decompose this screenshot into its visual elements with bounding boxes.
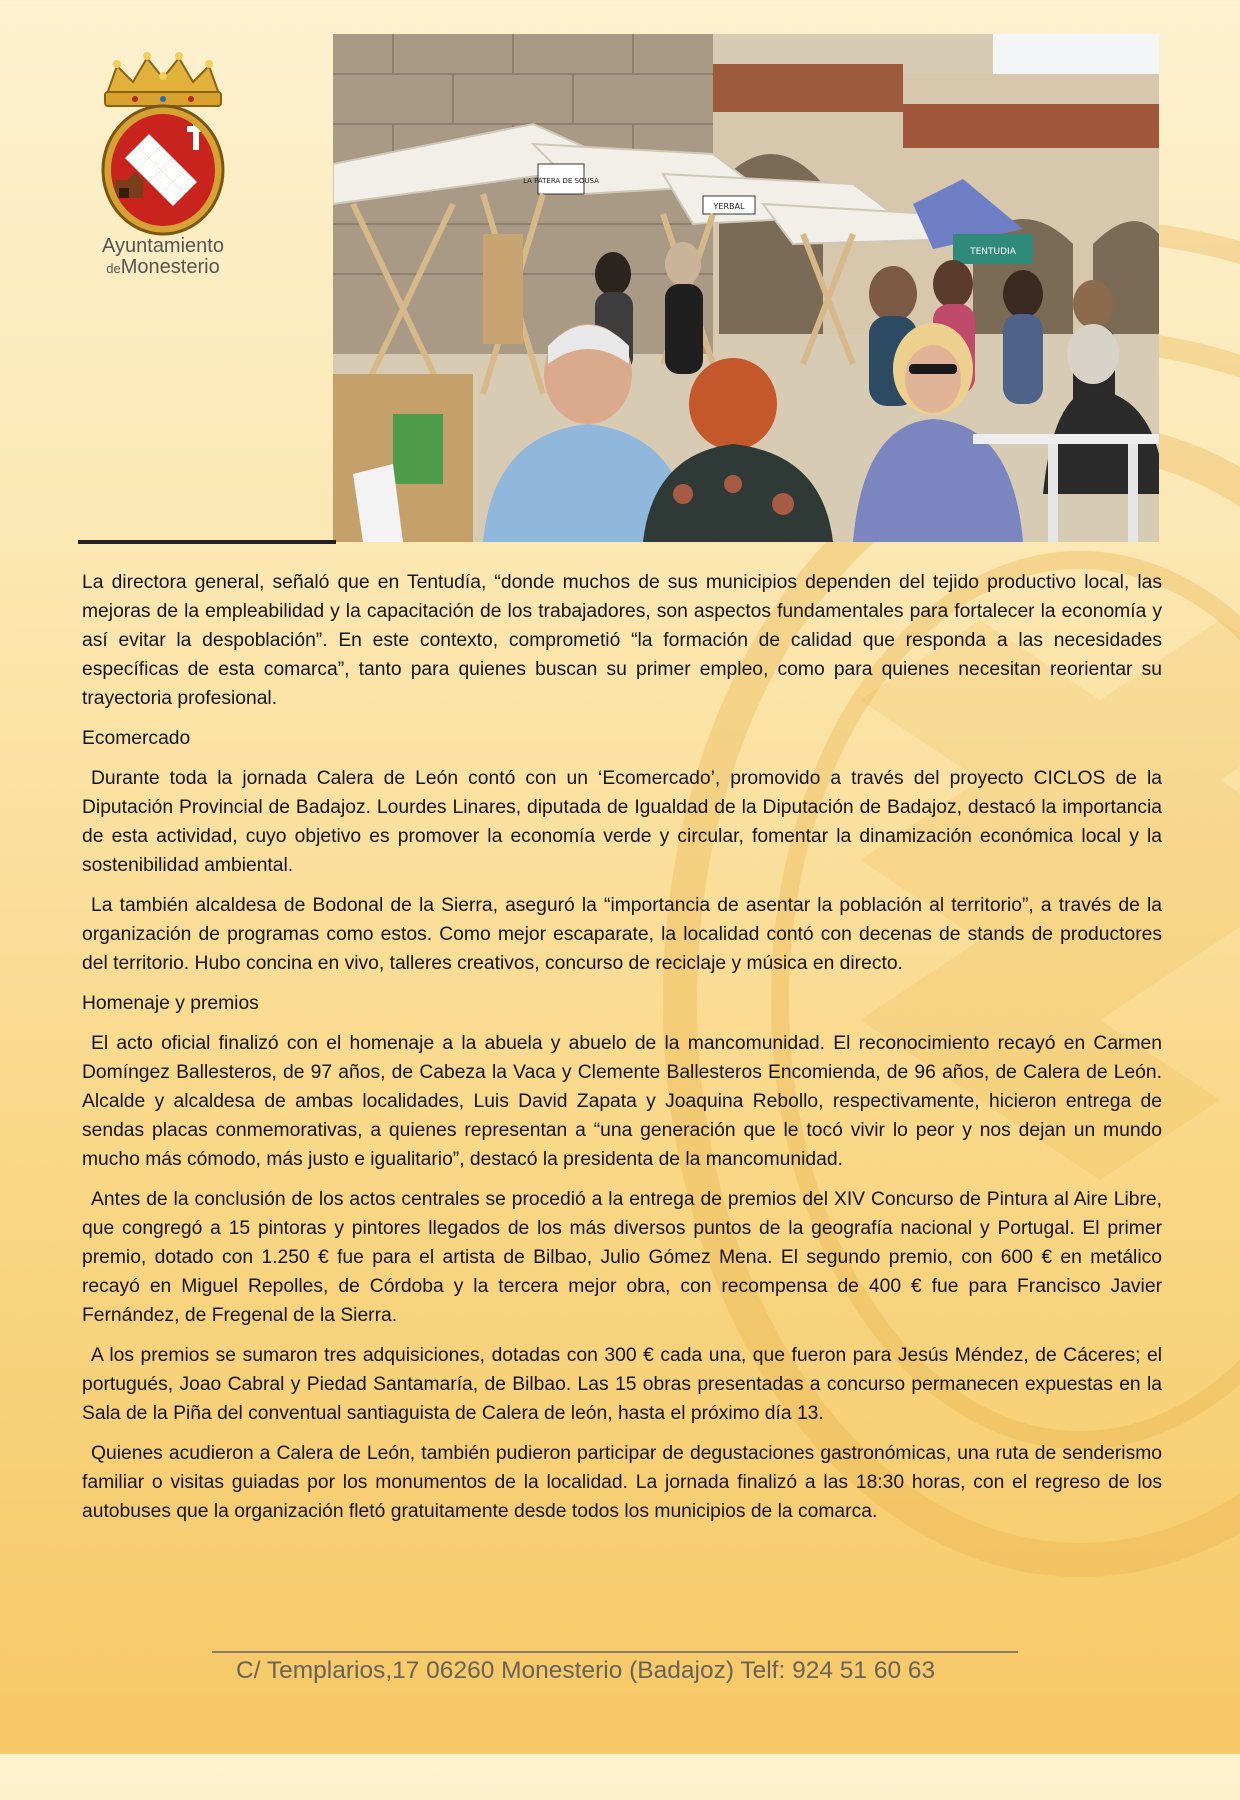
article-paragraph-6: A los premios se sumaron tres adquisiciones, dotadas con 300 € cada una, que fueron para Jesús Méndez, de Cáceres; el portugués, Joao Cabral y Piedad Santamaría, de Bilbao. Las 15 obras presentadas a concurso permanecen expuestas en la Sala de la Piña del conventual santiaguista de Calera de león, hasta el próximo día 13. bbox=[82, 1345, 1162, 1424]
separator-rule bbox=[78, 540, 336, 544]
coat-of-arms-icon bbox=[95, 48, 231, 236]
market-photo-illustration bbox=[333, 34, 1159, 542]
article-paragraph-2: Durante toda la jornada Calera de León contó con un ‘Ecomercado’, promovido a través del proyecto CICLOS de la Diputación Provincial de Badajoz. Lourdes Linares, diputada de Igualdad de la Diputación de Badajoz, destacó la importancia de esta actividad, cuyo objetivo es promover la economía verde y circular, fomentar la dinamización económica local y la sostenibilidad ambiental. bbox=[82, 768, 1162, 876]
footer-divider bbox=[212, 1651, 1018, 1653]
crown-icon bbox=[105, 52, 221, 106]
article-paragraph-1: La directora general, señaló que en Tentudía, “donde muchos de sus municipios dependen del tejido productivo local, las mejoras de la empleabilidad y la capacitación de los trabajadores, son aspectos fundamentales para fortalecer la economía y así evitar la despoblación”. En este contexto, comprometió “la formación de calidad que responda a las necesidades específicas de esta comarca”, tanto para quienes buscan su primer empleo, como para quienes necesitan reorientar su trayectoria profesional. bbox=[82, 572, 1162, 709]
section-heading-ecomercado: Ecomercado bbox=[82, 728, 191, 749]
sign-patera: LA PATERA DE SOUSA bbox=[523, 177, 599, 185]
logo-line-de: de bbox=[106, 261, 121, 276]
sign-tentudia: TENTUDIA bbox=[970, 247, 1016, 257]
article-paragraph-3: La también alcaldesa de Bodonal de la Sierra, aseguró la “importancia de asentar la población al territorio”, a través de la organización de programas como estos. Como mejor escaparate, la localidad contó con decenas de stands de productores del territorio. Hubo concina en vivo, talleres creativos, concurso de reciclaje y música en directo. bbox=[82, 895, 1162, 974]
footer-address: C/ Templarios,17 06260 Monesterio (Badajoz) Telf: 924 51 60 63 bbox=[236, 1657, 936, 1684]
section-heading-homenaje: Homenaje y premios bbox=[82, 993, 259, 1014]
article-paragraph-5: Antes de la conclusión de los actos centrales se procedió a la entrega de premios del XIV Concurso de Pintura al Aire Libre, que congregó a 15 pintoras y pintores llegados de los más diversos puntos de la geografía nacional y Portugal. El primer premio, dotado con 1.250 € fue para el artista de Bilbao, Julio Gómez Mena. El segundo premio, con 600 € en metálico recayó en Miguel Repolles, de Córdoba y la tercera mejor obra, con recompensa de 400 € fue para Francisco Javier Fernández, de Fregenal de la Sierra. bbox=[82, 1189, 1162, 1326]
logo-line-monesterio: Monesterio bbox=[120, 256, 220, 278]
article-paragraph-7: Quienes acudieron a Calera de León, también pudieron participar de degustaciones gastronómicas, una ruta de senderismo familiar o visitas guiadas por los monumentos de la localidad. La jornada finalizó a las 18:30 horas, con el regreso de los autobuses que la organización fletó gratuitamente desde todos los municipios de la comarca. bbox=[82, 1443, 1162, 1522]
sign-yerbal: YERBAL bbox=[713, 202, 745, 211]
municipality-logo bbox=[88, 48, 238, 278]
article-paragraph-4: El acto oficial finalizó con el homenaje a la abuela y abuelo de la mancomunidad. El reconocimiento recayó en Carmen Domíngez Ballesteros, de 97 años, de Cabeza la Vaca y Clemente Ballesteros Encomienda, de 96 años, de Calera de León. Alcalde y alcaldesa de ambas localidades, Luis David Zapata y Joaquina Rebollo, respectivamente, hicieron entrega de sendas placas conmemorativas, a quienes representan a “una generación que le tocó vivir lo peor y nos dejan un mundo mucho más cómodo, más justo e igualitario”, destacó la presidenta de la mancomunidad. bbox=[82, 1033, 1162, 1170]
logo-line-ayuntamiento: Ayuntamiento bbox=[102, 235, 224, 257]
article-body bbox=[82, 568, 1162, 1537]
market-photo bbox=[333, 34, 1159, 542]
